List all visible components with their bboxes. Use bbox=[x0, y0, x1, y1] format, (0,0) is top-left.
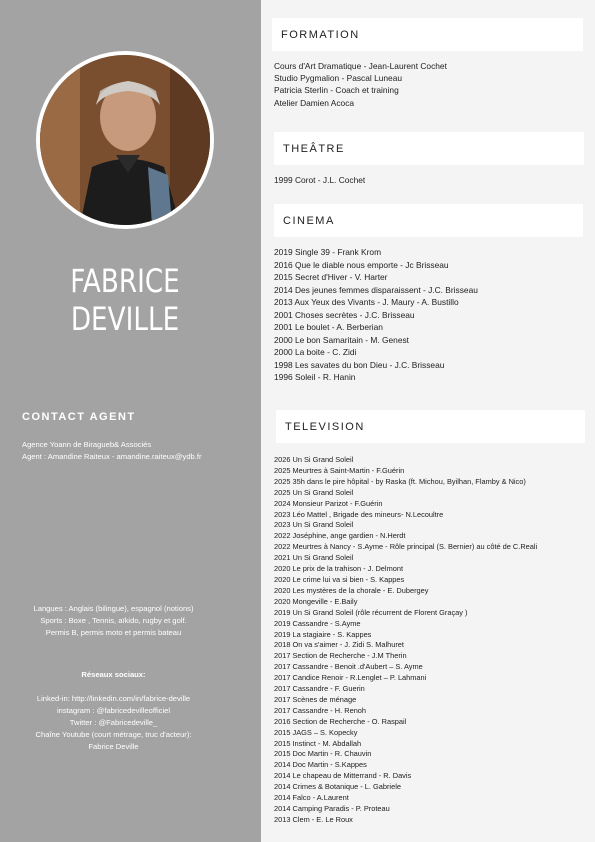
list-item: 1998 Les savates du bon Dieu - J.C. Brisseau bbox=[274, 359, 445, 370]
list-item: 2024 Monsieur Parizot - F.Guérin bbox=[274, 498, 383, 508]
list-item: 2013 Aux Yeux des Vivants - J. Maury - A. Bustillo bbox=[274, 297, 459, 307]
linkedin-link[interactable]: Linked-in: http://linkedin.com/in/fabrice-deville bbox=[36, 694, 191, 703]
theatre-header bbox=[274, 132, 584, 165]
list-item: 2019 Cassandre - S.Ayme bbox=[274, 618, 361, 628]
list-item: 2021 Un Si Grand Soleil bbox=[274, 553, 354, 563]
list-item: 2016 Que le diable nous emporte - Jc Brisseau bbox=[274, 259, 449, 270]
portrait-image bbox=[40, 55, 210, 225]
list-item: Studio Pygmalion - Pascal Luneau bbox=[274, 73, 403, 84]
social-heading: Réseaux sociaux: bbox=[81, 670, 146, 679]
list-item: 2000 Le bon Samaritain - M. Genest bbox=[274, 334, 410, 345]
list-item: 2019 Un Si Grand Soleil (rôle récurrent de Florent Graçay ) bbox=[274, 607, 468, 617]
formation-list bbox=[274, 60, 447, 109]
skills-block bbox=[0, 603, 227, 639]
list-item: 2022 Meurtres à Nancy - S.Ayme - Rôle principal (S. Bernier) au côté de C.Reali bbox=[274, 542, 538, 552]
list-item: 2022 Joséphine, ange gardien - N.Herdt bbox=[274, 531, 406, 541]
list-item: Cours d'Art Dramatique - Jean-Laurent Cochet bbox=[274, 61, 447, 71]
list-item: Atelier Damien Acoca bbox=[274, 97, 355, 108]
list-item: 2001 Le boulet - A. Berberian bbox=[274, 322, 383, 332]
list-item: 2014 Falco - A.Laurent bbox=[274, 793, 349, 803]
twitter-handle[interactable]: Twitter : @Fabricedeville_ bbox=[69, 718, 158, 727]
list-item: 2025 35h dans le pire hôpital - by Raska (ft. Michou, Byilhan, Flamby & Nico) bbox=[274, 476, 526, 486]
formation-header bbox=[272, 18, 583, 51]
agent-contact: Agent : Amandine Raiteux - amandine.raiteux@ydb.fr bbox=[22, 452, 202, 461]
list-item: 2014 Le chapeau de Mitterrand - R. Davis bbox=[274, 771, 412, 781]
list-item: 2014 Camping Paradis - P. Proteau bbox=[274, 804, 390, 813]
licenses-line: Permis B, permis moto et permis bateau bbox=[45, 628, 182, 637]
list-item: 2001 Choses secrètes - J.C. Brisseau bbox=[274, 309, 415, 320]
list-item: 2016 Section de Recherche - O. Raspail bbox=[274, 716, 407, 726]
youtube-channel-name[interactable]: Fabrice Deville bbox=[88, 742, 139, 751]
cinema-header bbox=[274, 204, 583, 237]
list-item: 2013 Clem - E. Le Roux bbox=[274, 814, 353, 824]
list-item: 2026 Un Si Grand Soleil bbox=[274, 455, 354, 464]
list-item: 2000 La boite - C. Zidi bbox=[274, 347, 357, 357]
theatre-list bbox=[274, 174, 365, 186]
list-item: Patricia Sterlin - Coach et training bbox=[274, 85, 399, 96]
cinema-list bbox=[274, 246, 478, 384]
contact-agent-heading: CONTACT AGENT bbox=[22, 411, 136, 423]
social-block bbox=[0, 669, 227, 753]
list-item: 2020 Le crime lui va si bien - S. Kappes bbox=[274, 574, 405, 584]
list-item: 2018 On va s'aimer - J. Zidi S. Malhuret bbox=[274, 640, 404, 650]
list-item: 2017 Section de Recherche - J.M Therin bbox=[274, 651, 407, 661]
television-list bbox=[274, 455, 537, 826]
list-item: 2015 JAGS – S. Kopecky bbox=[274, 727, 358, 737]
list-item: 2023 Léo Mattel , Brigade des mineurs- N.Lecoultre bbox=[274, 509, 444, 519]
instagram-handle[interactable]: instagram : @fabricedevilleofficiel bbox=[56, 706, 171, 715]
formation-title: FORMATION bbox=[281, 28, 360, 41]
languages-line: Langues : Anglais (bilingue), espagnol (notions) bbox=[33, 604, 194, 613]
list-item: 1999 Corot - J.L. Cochet bbox=[274, 175, 366, 185]
list-item: 2017 Scènes de ménage bbox=[274, 694, 357, 704]
sports-line: Sports : Boxe , Tennis, aïkido, rugby et golf. bbox=[40, 616, 187, 625]
list-item: 2015 Secret d'Hiver - V. Harter bbox=[274, 272, 388, 282]
list-item: 2025 Meurtres à Saint-Martin - F.Guérin bbox=[274, 465, 405, 475]
list-item: 2025 Un Si Grand Soleil bbox=[274, 487, 354, 497]
list-item: 2020 Le prix de la trahison - J. Delmont bbox=[274, 564, 403, 574]
list-item: 2014 Doc Martin - S.Kappes bbox=[274, 760, 367, 770]
list-item: 2014 Crimes & Botanique - L. Gabriele bbox=[274, 782, 401, 792]
sidebar bbox=[0, 0, 261, 842]
list-item: 2015 Doc Martin - R. Chauvin bbox=[274, 749, 372, 759]
list-item: 2023 Un Si Grand Soleil bbox=[274, 520, 354, 530]
theatre-title: THEÂTRE bbox=[283, 142, 345, 155]
youtube-line: Chaîne Youtube (court métrage, truc d'acteur): bbox=[35, 730, 192, 739]
list-item: 2014 Des jeunes femmes disparaissent - J.C. Brisseau bbox=[274, 284, 478, 295]
list-item: 2020 Mongeville - E.Baily bbox=[274, 596, 358, 606]
list-item: 2017 Cassandre - F. Guerin bbox=[274, 684, 365, 694]
list-item: 2017 Cassandre - Benoit .d'Aubert – S. Ayme bbox=[274, 662, 423, 672]
television-header bbox=[276, 410, 585, 443]
profile-photo bbox=[36, 51, 214, 229]
list-item: 2017 Cassandre - H. Renoh bbox=[274, 705, 367, 715]
television-title: TELEVISION bbox=[285, 420, 365, 433]
list-item: 2019 Single 39 - Frank Krom bbox=[274, 247, 382, 257]
agency-name: Agence Yoann de Biragueb& Associés bbox=[22, 440, 152, 449]
person-name: FABRICE DEVILLE bbox=[70, 262, 180, 338]
list-item: 2017 Candice Renoir - R.Lenglet – P. Lahmani bbox=[274, 673, 427, 683]
cinema-title: CINEMA bbox=[283, 214, 335, 227]
list-item: 2020 Les mystères de la chorale - E. Dubergey bbox=[274, 585, 429, 595]
list-item: 2015 Instinct - M. Abdallah bbox=[274, 738, 362, 748]
list-item: 1996 Soleil - R. Hanin bbox=[274, 372, 356, 382]
list-item: 2019 La stagiaire - S. Kappes bbox=[274, 629, 372, 639]
